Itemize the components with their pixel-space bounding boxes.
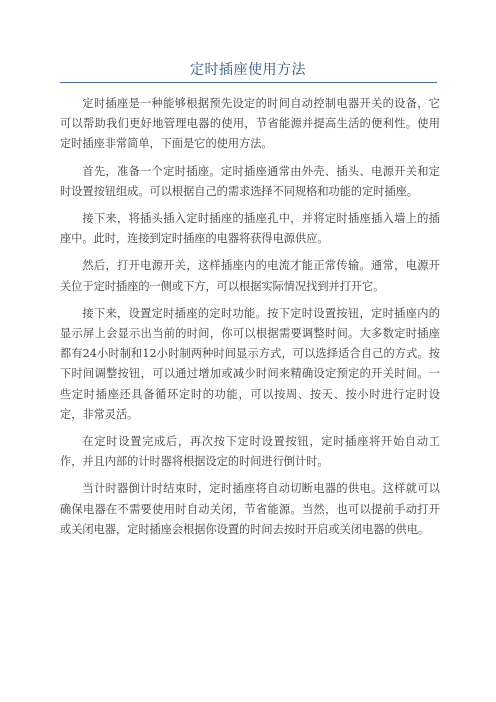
paragraph-plug-in: 接下来，将插头插入定时插座的插座孔中，并将定时插座插入墙上的插座中。此时，连接到定时插座的电器将获得电源供应。	[60, 212, 440, 246]
paragraph-prepare: 首先，准备一个定时插座。定时插座通常由外壳、插头、电源开关和定时设置按钮组成。可以根据自己的需求选择不同规格和功能的定时插座。	[60, 164, 440, 198]
paragraph-intro: 定时插座是一种能够根据预先设定的时间自动控制电器开关的设备，它可以帮助我们更好地管理电器的使用，节省能源并提高生活的便利性。使用定时插座非常简单，下面是它的使用方法。	[60, 97, 440, 151]
paragraph-timer-setup: 接下来，设置定时插座的定时功能。按下定时设置按钮，定时插座内的显示屏上会显示出当前的时间，你可以根据需要调整时间。大多数定时插座都有24小时制和12小时制两种时间显示方式，可以选择适合自己的方式。按下时间调整按钮，可以通过增加或减少时间来精确设定预定的开关时间。一些定时插座还具备循环定时的功能，可以按周、按天、按小时进行定时设定，非常灵活。	[60, 306, 440, 421]
paragraph-start: 在定时设置完成后，再次按下定时设置按钮，定时插座将开始自动工作，并且内部的计时器将根据设定的时间进行倒计时。	[60, 435, 440, 469]
paragraph-power-switch: 然后，打开电源开关，这样插座内的电流才能正常传输。通常，电源开关位于定时插座的一侧或下方，可以根据实际情况找到并打开它。	[60, 259, 440, 293]
document-title: 定时插座使用方法	[190, 62, 306, 78]
title-underline	[60, 82, 437, 83]
document-body	[60, 94, 440, 547]
paragraph-countdown-end: 当计时器倒计时结束时，定时插座将自动切断电器的供电。这样就可以确保电器在不需要使用时自动关闭，节省能源。当然，也可以提前手动打开或关闭电器，定时插座会根据你设置的时间去按时开启或关闭电器的供电。	[60, 482, 440, 536]
